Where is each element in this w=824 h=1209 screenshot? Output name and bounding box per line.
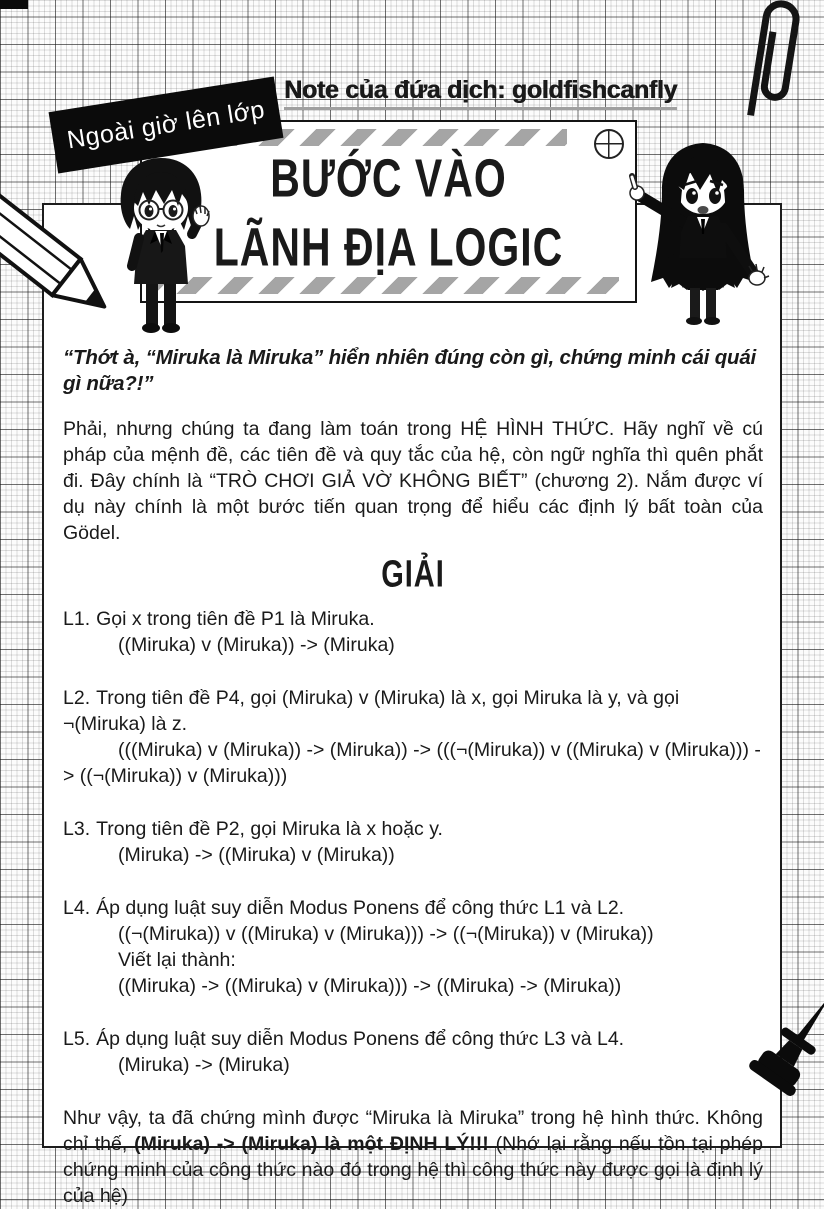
hatch-strip-bottom [152,277,619,294]
card-title-line1: BƯỚC VÀO [270,147,507,209]
step-text [63,1026,763,1052]
translator-note: Note của đứa dịch: goldfishcanfly [284,76,677,110]
formula-line: ((¬(Miruka)) v ((Miruka) v (Miruka))) -> ((¬(Miruka)) v (Miruka)) [118,923,654,945]
solution-heading: GIẢI [381,554,445,596]
intro-paragraph: Phải, nhưng chúng ta đang làm toán trong HỆ HÌNH THỨC. Hãy nghĩ về cú pháp của mệnh đề, các tiên đề và quy tắc của hệ, còn ngữ nghĩa thì quên phắt đi. Đây chính là “TRÒ CHƠI GIẢ VỜ KHÔNG BIẾT” (chương 2). Nắm được ví dụ này chính là một bước tiến quan trọng để hiểu các định lý bất toàn của Gödel. [63,418,763,544]
step-text [63,685,763,737]
step-label: L3. [63,818,91,840]
step-sentence: Áp dụng luật suy diễn Modus Ponens để công thức L3 và L4. [96,1028,625,1050]
step-label: L1. [63,608,91,630]
paperclip-icon [724,0,819,127]
banner-label: Ngoài giờ lên lớp [65,95,267,154]
step-l1 [63,606,763,658]
conclusion-post: (Nhớ lại rằng nếu tồn tại phép chứng minh của công thức nào đó trong hệ thì công thức này được gọi là định lý của hệ) [63,1133,763,1207]
conclusion-bold: (Miruka) -> (Miruka) là một ĐỊNH LÝ!!! [134,1133,489,1155]
conclusion-pre: Như vậy, ta đã chứng mình được “Miruka là Miruka” trong hệ hình thức. Không chỉ thế, [63,1107,763,1155]
step-sentence: Gọi x trong tiên đề P1 là Miruka. [96,608,375,630]
step-label: L5. [63,1028,91,1050]
quote-line: “Thớt à, “Miruka là Miruka” hiển nhiên đúng còn gì, chứng minh cái quái gì nữa?!” [63,346,757,395]
chibi-boy-illustration [106,156,216,336]
formula-line: ((Miruka) -> ((Miruka) v (Miruka))) -> ((Miruka) -> (Miruka)) [118,975,622,997]
formula-line: (Miruka) -> ((Miruka) v (Miruka)) [118,844,395,866]
step-l5 [63,1026,763,1078]
corner-mark [0,0,28,9]
conclusion-paragraph [63,1105,763,1209]
chibi-girl-illustration [628,140,778,325]
paper-sheet [42,203,782,1207]
step-text [63,606,763,632]
formula-line: ((Miruka) v (Miruka)) -> (Miruka) [118,634,395,656]
pushpin-icon [748,978,824,1114]
formula-line: (((Miruka) v (Miruka)) -> (Miruka)) -> (((¬(Miruka)) v ((Miruka) v (Miruka))) -> ((¬(Miruka)) v (Miruka))) [63,739,761,787]
step-sentence: Trong tiên đề P2, gọi Miruka là x hoặc y. [96,818,443,840]
step-text [63,895,763,921]
formula-line: Viết lại thành: [118,949,236,971]
card-title-line2: LÃNH ĐỊA LOGIC [213,216,564,278]
step-sentence: Trong tiên đề P4, gọi (Miruka) v (Miruka) là x, gọi Miruka là y, và gọi ¬(Miruka) là z. [63,687,680,735]
step-sentence: Áp dụng luật suy diễn Modus Ponens để công thức L1 và L2. [96,897,625,919]
step-label: L4. [63,897,91,919]
step-l3 [63,816,763,868]
paper-content [44,345,780,1209]
formula-line: (Miruka) -> (Miruka) [118,1054,290,1076]
step-label: L2. [63,687,91,709]
step-l4 [63,895,763,999]
step-l2 [63,685,763,789]
step-text [63,816,763,842]
